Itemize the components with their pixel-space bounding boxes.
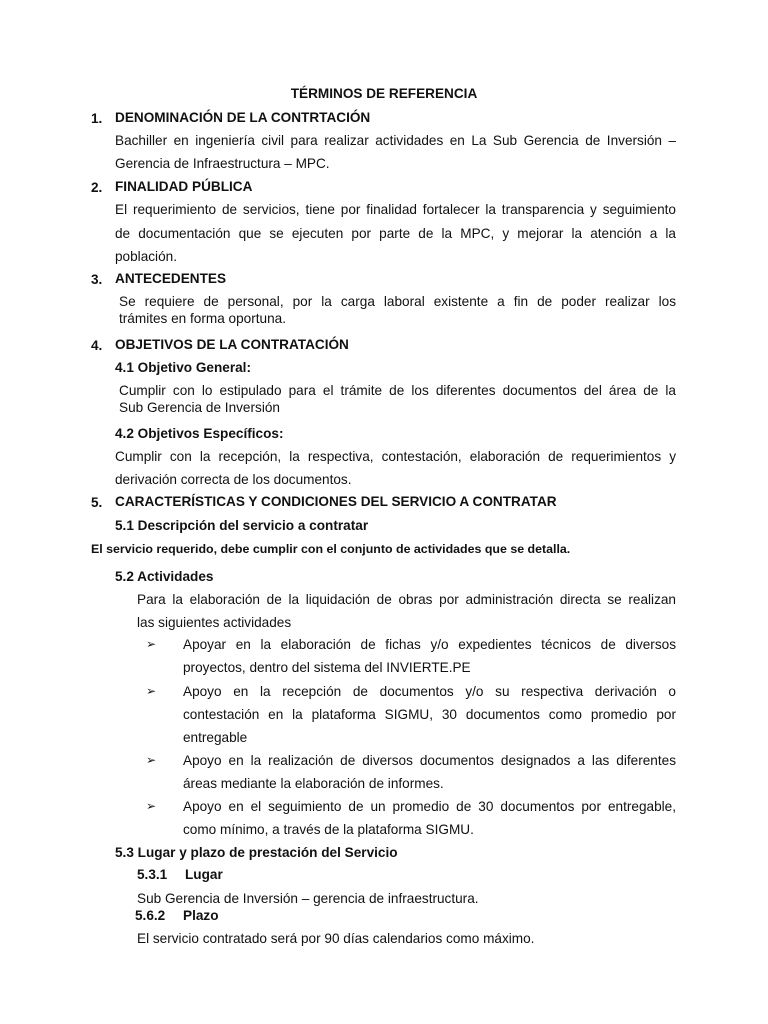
activity-line: Apoyo en la recepción de documentos y/o su respectiva derivación o <box>183 684 676 699</box>
plazo-text: El servicio contratado será por 90 días calendarios como máximo. <box>137 931 535 946</box>
activity-line: proyectos, dentro del sistema del INVIERTE.PE <box>183 660 471 675</box>
lugar-text: Sub Gerencia de Inversión – gerencia de infraestructura. <box>137 891 479 906</box>
section-2-number: 2. <box>91 180 103 195</box>
section-3-heading: ANTECEDENTES <box>115 271 227 286</box>
place-deadline-heading: 5.3 Lugar y plazo de prestación del Servicio <box>115 845 398 860</box>
activity-line: Apoyo en la realización de diversos documentos designados a las diferentes <box>183 753 676 768</box>
section-3-line: Se requiere de personal, por la carga laboral existente a fin de poder realizar los <box>119 294 676 309</box>
plazo-number: 5.6.2 <box>135 908 166 923</box>
objective-general-line: Cumplir con lo estipulado para el trámite de los diferentes documentos del área de la <box>119 383 676 398</box>
service-description-heading: 5.1 Descripción del servicio a contratar <box>115 518 369 533</box>
document-title: TÉRMINOS DE REFERENCIA <box>290 86 478 101</box>
section-4-heading: OBJETIVOS DE LA CONTRATACIÓN <box>115 337 349 352</box>
arrowhead-bullet-icon: ➢ <box>146 799 157 813</box>
activity-line: áreas mediante la elaboración de informes. <box>183 776 444 791</box>
arrowhead-bullet-icon: ➢ <box>146 753 157 767</box>
section-2-line: de documentación que se ejecuten por parte de la MPC, y mejorar la atención a la <box>115 226 676 241</box>
section-3-line: trámites en forma oportuna. <box>119 311 286 326</box>
objective-specific-heading: 4.2 Objetivos Específicos: <box>115 426 284 441</box>
section-1-line: Gerencia de Infraestructura – MPC. <box>115 156 330 171</box>
activities-heading: 5.2 Actividades <box>115 569 214 584</box>
arrowhead-bullet-icon: ➢ <box>146 684 157 698</box>
objective-specific-line: Cumplir con la recepción, la respectiva, contestación, elaboración de requerimientos y <box>115 449 676 464</box>
objective-specific-line: derivación correcta de los documentos. <box>115 472 352 487</box>
section-1-number: 1. <box>91 111 103 126</box>
activity-line: Apoyo en el seguimiento de un promedio de 30 documentos por entregable, <box>183 799 676 814</box>
section-4-number: 4. <box>91 338 103 353</box>
service-description-text: El servicio requerido, debe cumplir con el conjunto de actividades que se detalla. <box>91 542 571 556</box>
activity-line: entregable <box>183 730 248 745</box>
activities-intro-line: Para la elaboración de la liquidación de obras por administración directa se realizan <box>137 592 676 607</box>
activities-intro-line: las siguientes actividades <box>137 615 292 630</box>
section-3-number: 3. <box>91 272 103 287</box>
section-2-line: población. <box>115 249 177 264</box>
section-1-heading: DENOMINACIÓN DE LA CONTRTACIÓN <box>115 110 371 125</box>
objective-general-heading: 4.1 Objetivo General: <box>115 360 251 375</box>
activity-line: contestación en la plataforma SIGMU, 30 documentos como promedio por <box>183 707 676 722</box>
activity-line: Apoyar en la elaboración de fichas y/o expedientes técnicos de diversos <box>183 637 676 652</box>
lugar-number: 5.3.1 <box>137 867 168 882</box>
objective-general-line: Sub Gerencia de Inversión <box>119 400 280 415</box>
lugar-label: Lugar <box>185 867 223 882</box>
activity-line: como mínimo, a través de la plataforma SIGMU. <box>183 822 474 837</box>
section-5-number: 5. <box>91 495 103 510</box>
plazo-label: Plazo <box>183 908 219 923</box>
section-2-line: El requerimiento de servicios, tiene por finalidad fortalecer la transparencia y seguimiento <box>115 202 676 217</box>
section-2-heading: FINALIDAD PÚBLICA <box>115 179 253 194</box>
section-5-heading: CARACTERÍSTICAS Y CONDICIONES DEL SERVICIO A CONTRATAR <box>115 494 557 509</box>
arrowhead-bullet-icon: ➢ <box>146 637 157 651</box>
section-1-line: Bachiller en ingeniería civil para realizar actividades en La Sub Gerencia de Inversión – <box>115 133 676 148</box>
